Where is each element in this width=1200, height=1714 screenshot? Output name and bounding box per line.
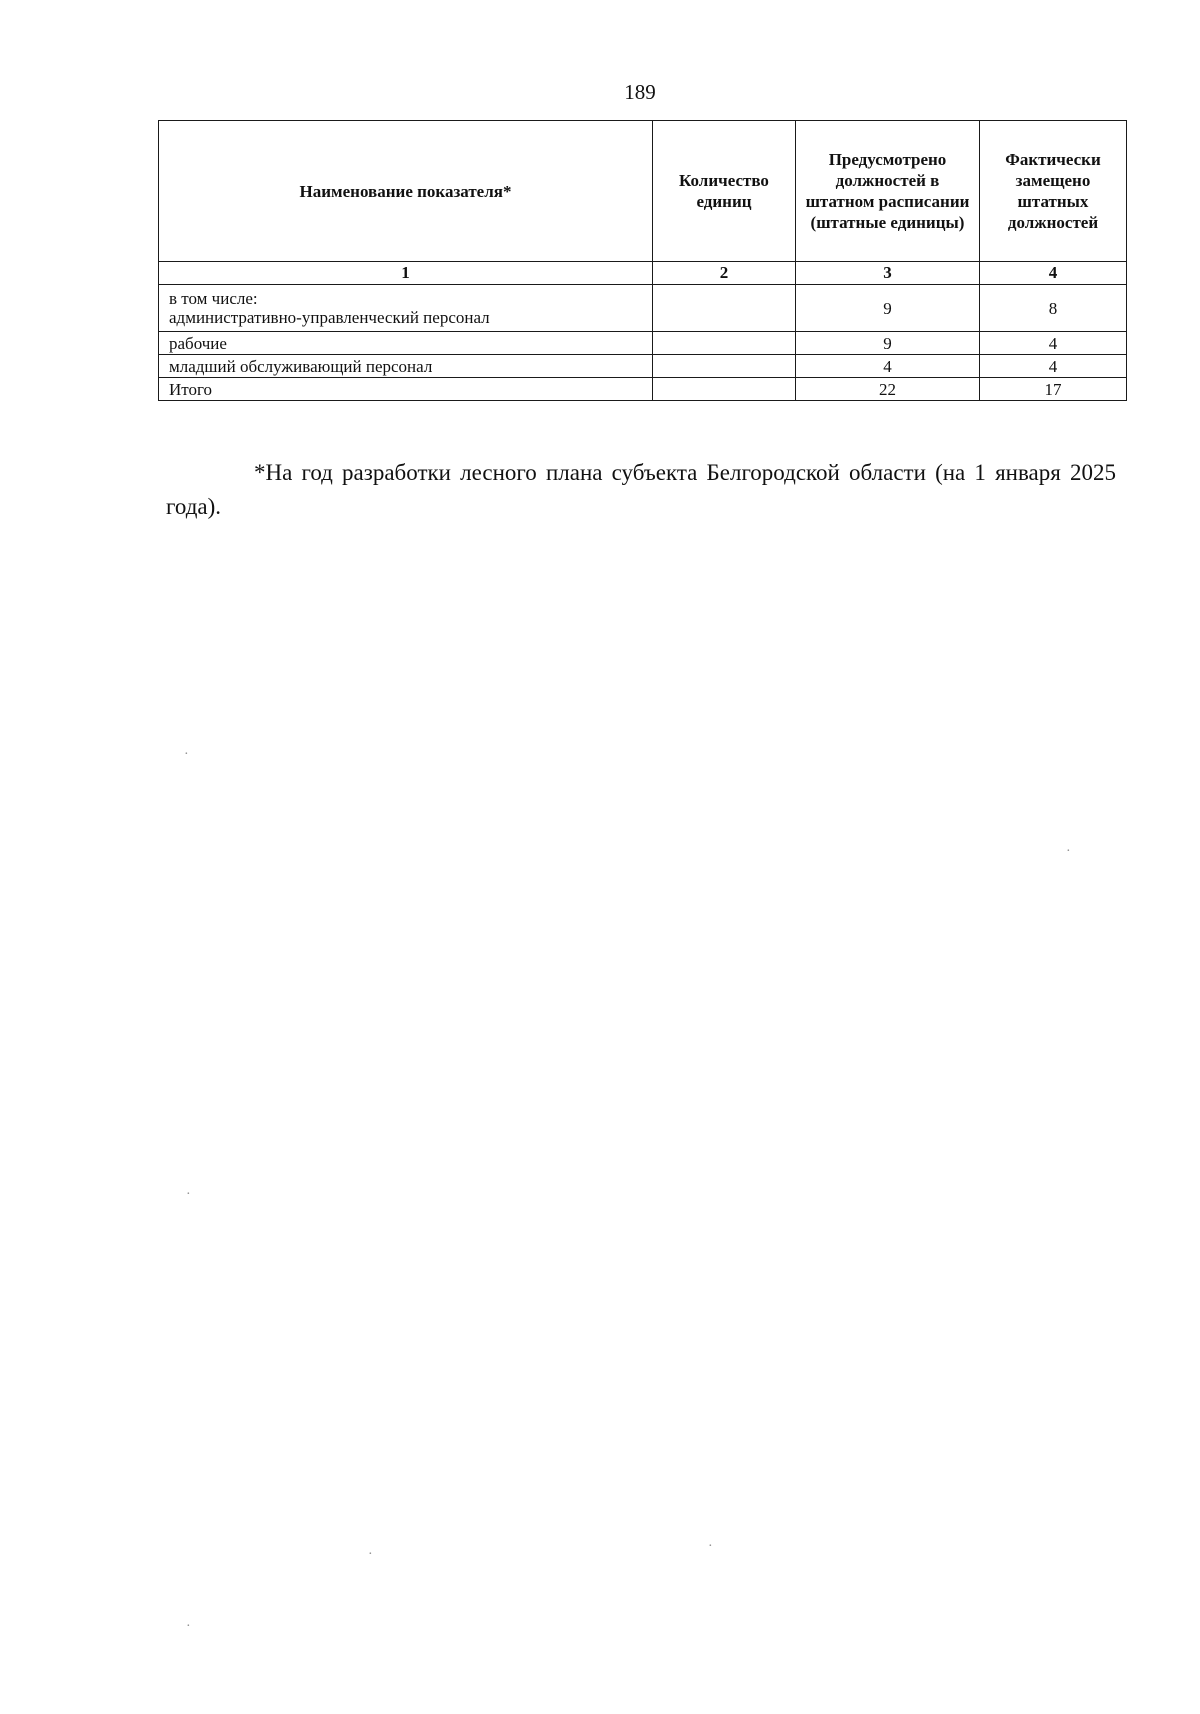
cell-actual: 8 [980,285,1127,332]
table-header-row [159,121,1127,262]
column-number-row [159,262,1127,285]
header-actual-positions: Фактически замещено штатных должностей [980,121,1127,262]
cell-planned: 4 [796,355,980,378]
column-number: 1 [159,262,653,285]
scan-speck: · [1066,844,1071,859]
row-label [159,285,653,332]
scan-speck: · [184,747,189,762]
column-number: 3 [796,262,980,285]
cell-actual: 4 [980,355,1127,378]
page-number: 189 [624,80,656,104]
row-label-line: в том числе: [169,289,258,308]
row-label: Итого [159,378,653,401]
cell-planned: 22 [796,378,980,401]
cell-units [653,285,796,332]
cell-units [653,332,796,355]
cell-actual: 17 [980,378,1127,401]
scan-speck: · [186,1187,191,1202]
column-number: 2 [653,262,796,285]
header-indicator-name: Наименование показателя* [159,121,653,262]
cell-planned: 9 [796,332,980,355]
row-label: рабочие [159,332,653,355]
cell-planned: 9 [796,285,980,332]
row-label: младший обслуживающий персонал [159,355,653,378]
table-row [159,332,1127,355]
cell-units [653,355,796,378]
table-row [159,285,1127,332]
footnote: *На год разработки лесного плана субъекта Белгородской области (на 1 января 2025 года). [166,460,1116,519]
table-row-total [159,378,1127,401]
header-unit-count: Количество единиц [653,121,796,262]
table-row [159,355,1127,378]
row-label-line: административно-управленческий персонал [169,308,490,327]
cell-actual: 4 [980,332,1127,355]
column-number: 4 [980,262,1127,285]
header-planned-positions: Предусмотрено должностей в штатном расписании (штатные единицы) [796,121,980,262]
cell-units [653,378,796,401]
scan-speck: · [186,1619,191,1634]
scan-speck: · [368,1547,373,1562]
staff-table [158,120,1127,401]
scan-speck: · [708,1539,713,1554]
